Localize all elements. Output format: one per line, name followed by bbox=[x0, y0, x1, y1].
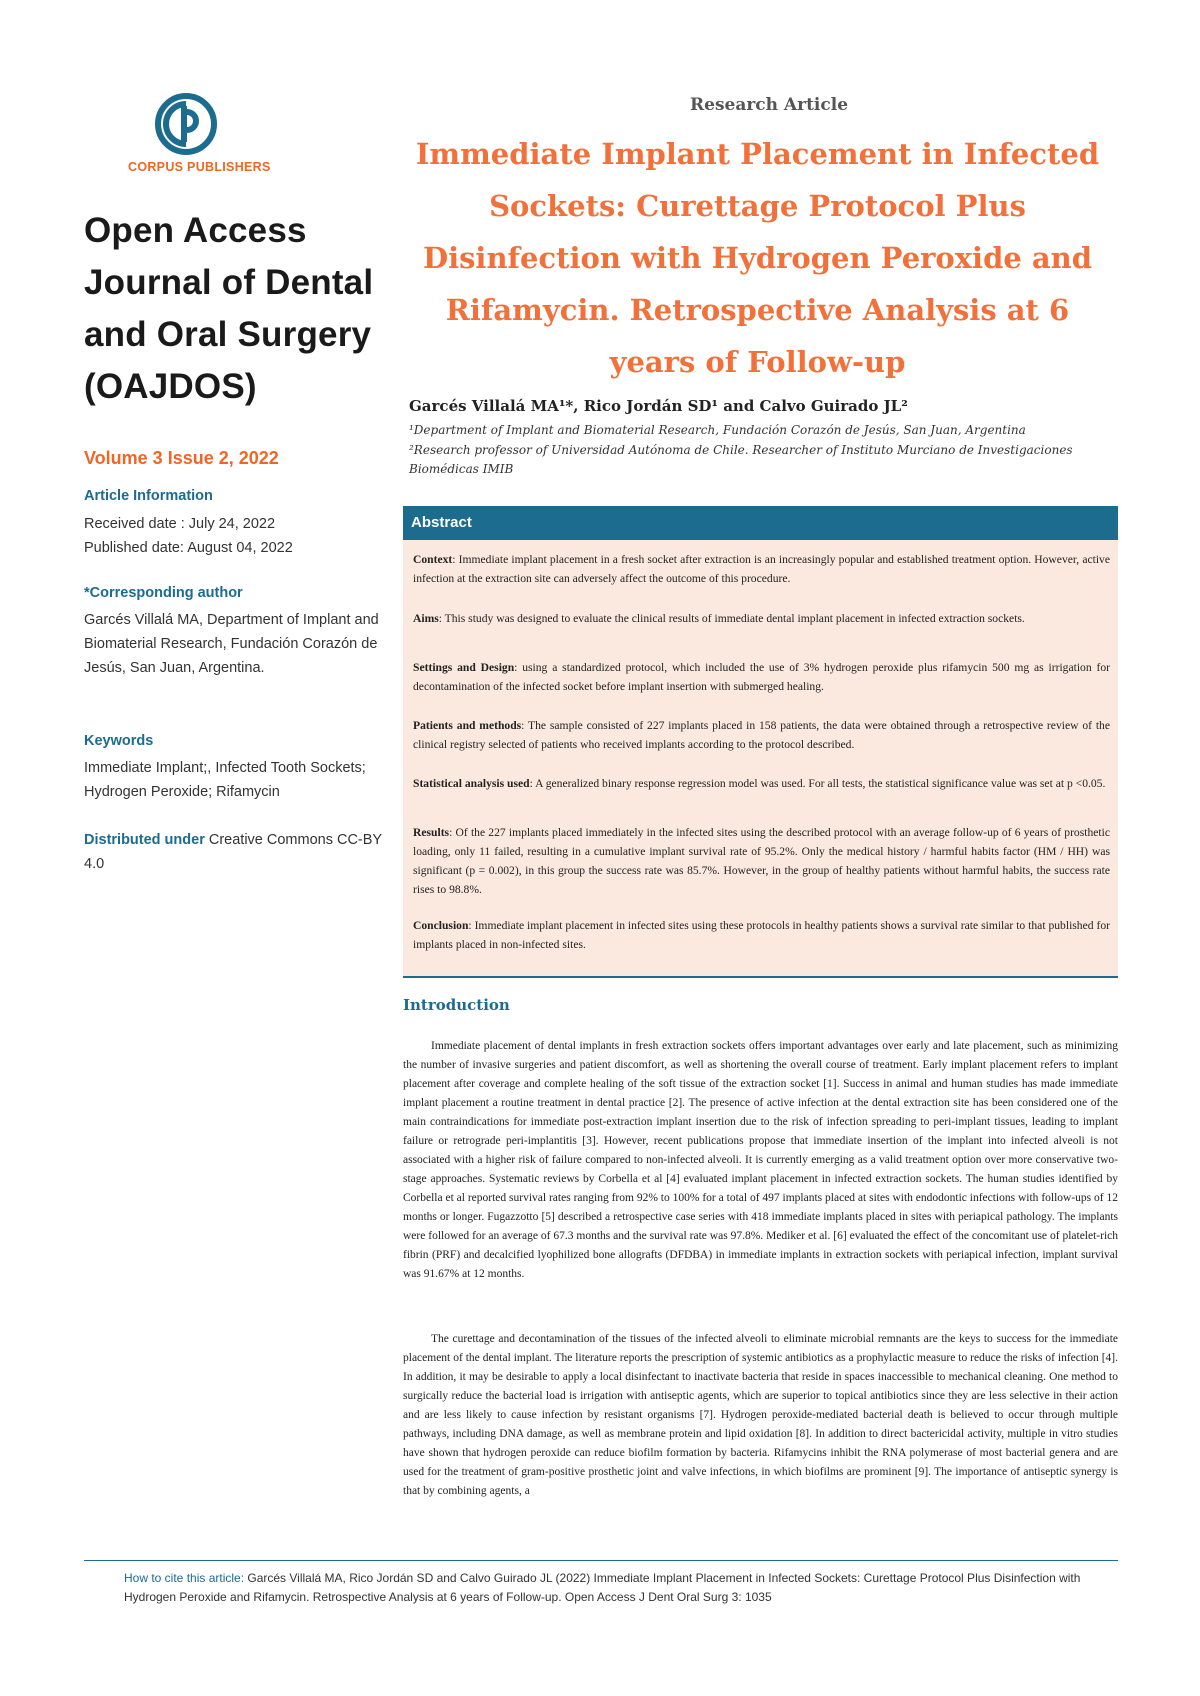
abstract-section-text: : The sample consisted of 227 implants placed in 158 patients, the data were obtained through a retrospective review of the clinical registry selected of patients who received implants according to the protocol described. bbox=[413, 719, 1110, 751]
volume-issue: Volume 3 Issue 2, 2022 bbox=[84, 448, 279, 468]
author-list: Garcés Villalá MA¹*, Rico Jordán SD¹ and Calvo Guirado JL² bbox=[409, 397, 908, 415]
abstract-section-label: Settings and Design bbox=[413, 661, 515, 674]
corresponding-author-text: Garcés Villalá MA, Department of Implant and Biomaterial Research, Fundación Corazón de Jesús, San Juan, Argentina. bbox=[84, 612, 379, 676]
logo-text: CORPUS PUBLISHERS bbox=[128, 160, 271, 174]
section-heading-introduction: Introduction bbox=[403, 996, 510, 1014]
body-paragraph: The curettage and decontamination of the tissues of the infected alveoli to eliminate microbial remnants are the keys to success for the immediate placement of the dental implant. The literature reports the prescription of systemic antibiotics as a prophylactic measure to reduce the risks of infection [4]. In addition, it may be desirable to apply a local disinfectant to inactivate bacteria that reside in spaces inaccessible to mechanical cleaning. One method to surgically reduce the bacterial load is irrigation with antiseptic agents, which are superior to topical antibiotics since they are less selective in their action and are less likely to cause infection by resistant organisms [7]. Hydrogen peroxide-mediated bacterial death is believed to occur through multiple pathways, including DNA damage, as well as membrane protein and lipid oxidation [8]. In addition to direct bactericidal activity, multiple in vitro studies have shown that hydrogen peroxide can reduce biofilm formation by bacteria. Rifamycins inhibit the RNA polymerase of most bacterial genera and are used for the treatment of gram-positive prosthetic joint and valve infections, in which biofilms are prominent [9]. The importance of antiseptic synergy is that by combining agents, a bbox=[403, 1333, 1118, 1497]
corpus-logo-icon bbox=[154, 92, 218, 156]
citation-footer bbox=[124, 1569, 1118, 1607]
abstract-section bbox=[413, 550, 1110, 588]
keywords-heading: Keywords bbox=[84, 733, 154, 749]
keywords-text: Immediate Implant;, Infected Tooth Sockets; Hydrogen Peroxide; Rifamycin bbox=[84, 760, 366, 800]
corresponding-author-heading: *Corresponding author bbox=[84, 585, 243, 601]
abstract-section bbox=[413, 716, 1110, 754]
abstract-section-label: Aims bbox=[413, 612, 439, 625]
abstract-section-text: : This study was designed to evaluate the clinical results of immediate dental implant placement in infected extraction sockets. bbox=[438, 612, 1025, 625]
license-link[interactable]: Creative Commons CC-BY 4.0 bbox=[84, 832, 382, 872]
journal-title-line: and Oral Surgery bbox=[84, 315, 372, 354]
journal-title-line: Journal of Dental bbox=[84, 263, 374, 302]
abstract-section-text: : Immediate implant placement in a fresh socket after extraction is an increasingly popular and established treatment option. However, active infection at the extraction site can adversely affect the outcome of this procedure. bbox=[413, 553, 1110, 585]
abstract-section-label: Statistical analysis used bbox=[413, 777, 530, 790]
published-date: Published date: August 04, 2022 bbox=[84, 540, 293, 556]
citation-label: How to cite this article: bbox=[124, 1571, 245, 1585]
abstract-section bbox=[413, 916, 1110, 954]
abstract-section-label: Conclusion bbox=[413, 919, 469, 932]
abstract-box bbox=[403, 506, 1118, 978]
abstract-section-label: Results bbox=[413, 826, 450, 839]
license-label: Distributed under bbox=[84, 832, 205, 848]
citation-text: Garcés Villalá MA, Rico Jordán SD and Calvo Guirado JL (2022) Immediate Implant Placement in Infected Sockets: Curettage Protocol Plus Disinfection with Hydrogen Peroxide and Rifamycin. Retrospective Analysis at 6 years of Follow-up. Open Access J Dent Oral Surg 3: 1035 bbox=[124, 1571, 1081, 1604]
abstract-bottom-rule bbox=[403, 976, 1118, 978]
abstract-section-text: : Immediate implant placement in infected sites using these protocols in healthy patients shows a survival rate similar to that published for implants placed in non-infected sites. bbox=[413, 919, 1110, 951]
abstract-section-text: : using a standardized protocol, which included the use of 3% hydrogen peroxide plus rifamycin 500 mg as irrigation for decontamination of the infected socket before implant insertion with submerged healing. bbox=[413, 661, 1111, 693]
publisher-logo bbox=[128, 92, 271, 174]
abstract-section-label: Patients and methods bbox=[413, 719, 522, 732]
journal-title bbox=[84, 205, 384, 413]
abstract-section bbox=[413, 609, 1110, 628]
article-title: Immediate Implant Placement in Infected Sockets: Curettage Protocol Plus Disinfection with Hydrogen Peroxide and Rifamycin. Retrospective Analysis at 6 years of Follow-up bbox=[415, 137, 1100, 379]
journal-title-line: Open Access bbox=[84, 211, 307, 250]
abstract-heading: Abstract bbox=[403, 506, 1118, 540]
journal-title-line: (OAJDOS) bbox=[84, 367, 257, 406]
license-info bbox=[84, 828, 394, 876]
abstract-section-text: : A generalized binary response regression model was used. For all tests, the statistical significance value was set at p <0.05. bbox=[529, 777, 1106, 790]
footer-divider bbox=[84, 1560, 1118, 1561]
article-info-heading: Article Information bbox=[84, 488, 213, 504]
abstract-section bbox=[413, 658, 1110, 696]
abstract-section-label: Context bbox=[413, 553, 453, 566]
body-paragraph: Immediate placement of dental implants in fresh extraction sockets offers important advantages over early and late placement, such as minimizing the number of invasive surgeries and patient discomfort, as well as shortening the overall course of treatment. Early implant placement refers to implant placement after coverage and complete healing of the soft tissue of the extraction socket [1]. Success in animal and human studies has made immediate implant placement a routine treatment in dental practice [2]. The presence of active infection at the dental extraction site has been considered one of the main contraindications for immediate post-extraction implant insertion due to the risk of infection spreading to peri-implant tissues, leading to implant failure or retrograde peri-implantitis [3]. However, recent publications propose that immediate insertion of the implant into infected alveoli is not associated with a higher risk of failure compared to non-infected alveoli. It is currently emerging as a valid treatment option over more conservative two-stage approaches. Systematic reviews by Corbella et al [4] evaluated implant placement in infected extraction sockets. The human studies identified by Corbella et al reported survival rates ranging from 92% to 100% for a total of 497 implants placed at sites with endodontic infections with follow-ups of 12 months or longer. Fugazzotto [5] described a retrospective case series with 418 immediate implants placed in sites with periapical pathology. The implants were followed for an average of 67.3 months and the survival rate was 97.8%. Mediker et al. [6] evaluated the effect of the concomitant use of platelet-rich fibrin (PRF) and decalcified lyophilized bone allografts (DFDBA) in immediate implants in extraction sockets with periapical infection, implant survival was 91.67% at 12 months. bbox=[403, 1040, 1118, 1280]
affiliation: ¹Department of Implant and Biomaterial Research, Fundación Corazón de Jesús, San Juan, Argentina bbox=[409, 423, 1026, 437]
article-type: Research Article bbox=[690, 95, 849, 115]
abstract-section bbox=[413, 823, 1110, 899]
received-date: Received date : July 24, 2022 bbox=[84, 516, 276, 532]
affiliation: ²Research professor of Universidad Autónoma de Chile. Researcher of Instituto Murciano de Investigaciones Biomédicas IMIB bbox=[409, 443, 1073, 476]
abstract-section-text: : Of the 227 implants placed immediately in the infected sites using the described protocol with an average follow-up of 6 years of prosthetic loading, only 11 failed, resulting in a cumulative implant survival rate of 95.2%. Only the medical history / harmful habits factor (HM / HH) was significant (p = 0.002), in this group the success rate was 85.7%. However, in the group of healthy patients without harmful habits, the success rate rises to 98.8%. bbox=[413, 826, 1110, 896]
abstract-section bbox=[413, 774, 1110, 793]
